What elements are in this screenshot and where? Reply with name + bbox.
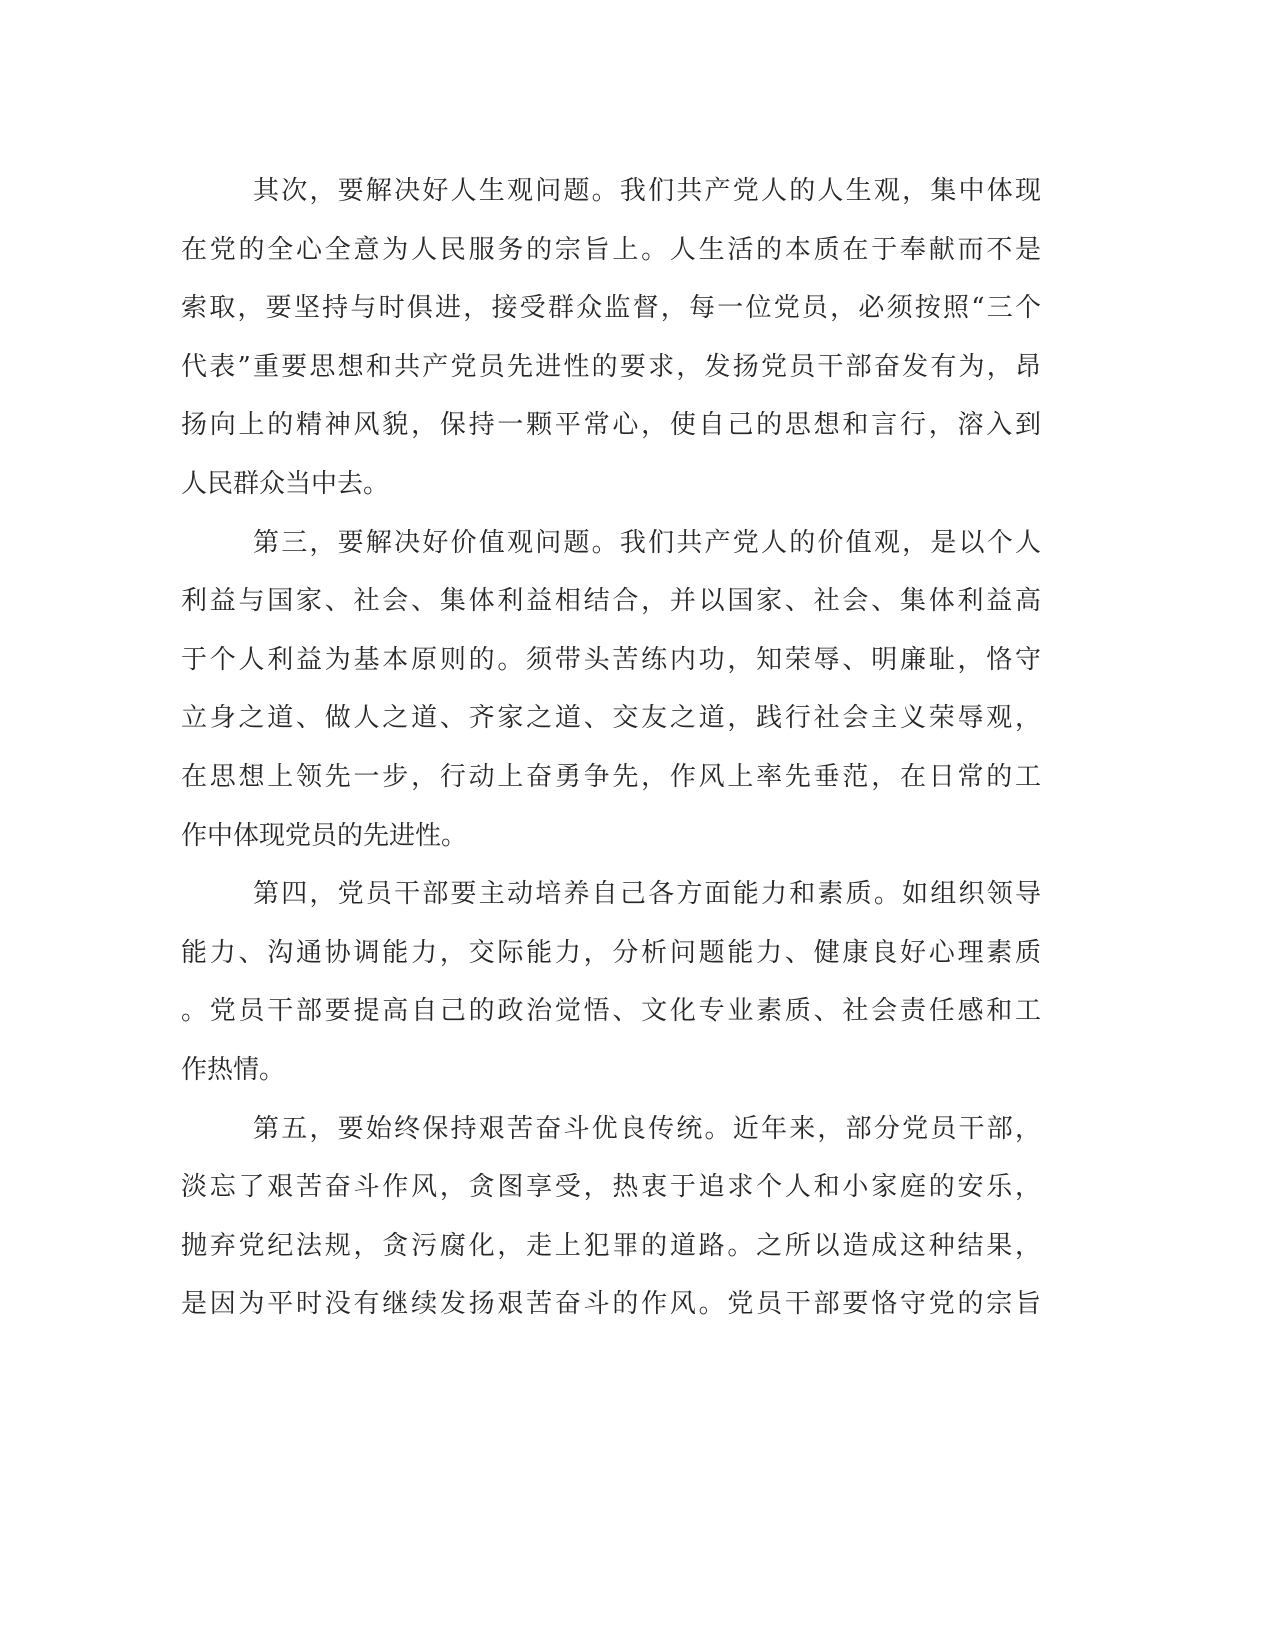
paragraph-2-line-3: 于个人利益为基本原则的。须带头苦练内功，知荣辱、明廉耻，恪守 [181, 644, 1041, 675]
paragraph-2-line-1: 第三，要解决好价值观问题。我们共产党人的价值观，是以个人 [253, 527, 1041, 558]
paragraph-2-line-6: 作中体现党员的先进性。 [181, 820, 468, 851]
paragraph-4-line-2: 淡忘了艰苦奋斗作风，贪图享受，热衷于追求个人和小家庭的安乐， [181, 1172, 1041, 1203]
paragraph-1-line-5: 扬向上的精神风貌，保持一颗平常心，使自己的思想和言行，溶入到 [181, 410, 1041, 441]
paragraph-1-line-3: 索取，要坚持与时俱进，接受群众监督，每一位党员，必须按照“三个 [181, 293, 1041, 324]
body-text [181, 162, 1041, 1334]
paragraph-4-line-4: 是因为平时没有继续发扬艰苦奋斗的作风。党员干部要恪守党的宗旨 [181, 1289, 1041, 1320]
paragraph-3-line-2: 能力、沟通协调能力，交际能力，分析问题能力、健康良好心理素质 [181, 937, 1041, 968]
paragraph-1-line-1: 其次，要解决好人生观问题。我们共产党人的人生观，集中体现 [253, 176, 1041, 206]
paragraph-2-line-5: 在思想上领先一步，行动上奋勇争先，作风上率先垂范，在日常的工 [181, 761, 1041, 792]
paragraph-4-line-3: 抛弃党纪法规，贪污腐化，走上犯罪的道路。之所以造成这种结果， [181, 1230, 1041, 1261]
paragraph-2-line-2: 利益与国家、社会、集体利益相结合，并以国家、社会、集体利益高 [181, 586, 1041, 617]
paragraph-3-line-3: 。党员干部要提高自己的政治觉悟、文化专业素质、社会责任感和工 [181, 996, 1041, 1027]
paragraph-4-line-1: 第五，要始终保持艰苦奋斗优良传统。近年来，部分党员干部， [253, 1113, 1041, 1144]
paragraph-3-line-4: 作热情。 [181, 1054, 286, 1085]
paragraph-1-line-4: 代表”重要思想和共产党员先进性的要求，发扬党员干部奋发有为，昂 [181, 351, 1041, 382]
paragraph-1-line-6: 人民群众当中去。 [181, 468, 390, 499]
paragraph-3-line-1: 第四，党员干部要主动培养自己各方面能力和素质。如组织领导 [253, 879, 1041, 910]
paragraph-1-line-2: 在党的全心全意为人民服务的宗旨上。人生活的本质在于奉献而不是 [181, 234, 1041, 265]
paragraph-2-line-4: 立身之道、做人之道、齐家之道、交友之道，践行社会主义荣辱观， [181, 703, 1041, 734]
